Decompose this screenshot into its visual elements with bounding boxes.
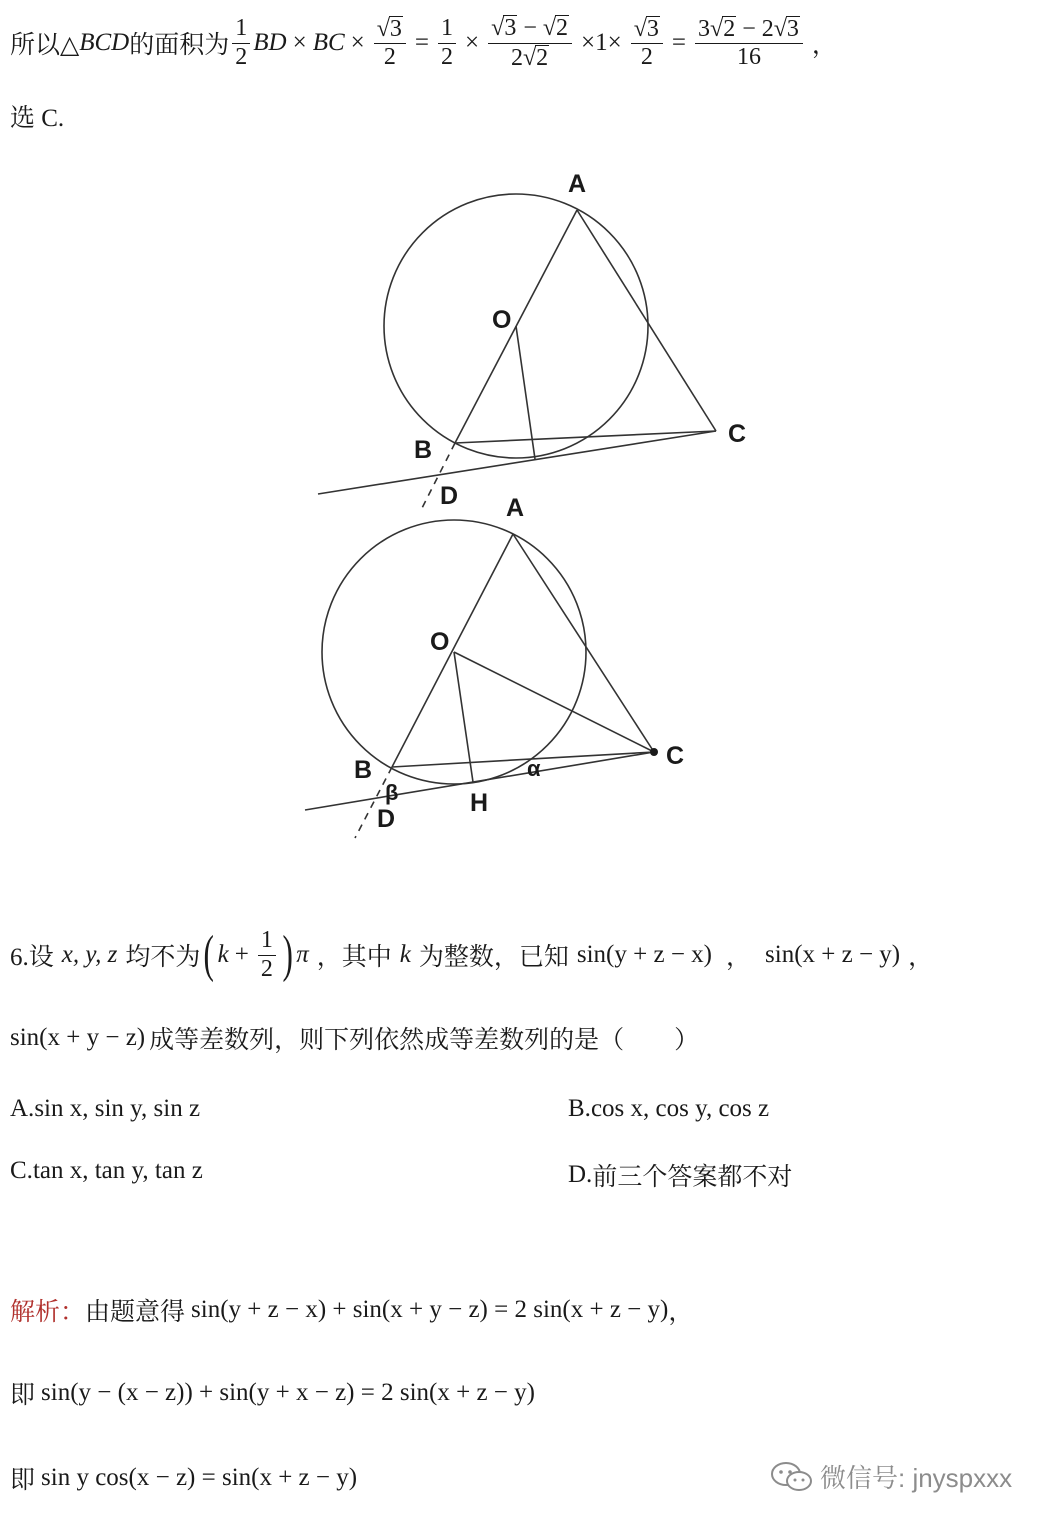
option-a[interactable]: [10, 1095, 200, 1123]
solution-line-1: [10, 1292, 693, 1328]
area-mid: 的面积为: [129, 32, 230, 59]
solution-l2-math: sin(y − (x − z)) + sin(y + x − z) = 2 sin(x + z − y): [41, 1379, 535, 1406]
question-vars: x, y, z: [61, 941, 118, 968]
question-line-2: [10, 1020, 699, 1056]
solution-l1-math: sin(y + z − x) + sin(x + y − z) = 2 sin(x + z − y): [191, 1296, 669, 1323]
question-expr1: sin(y + z − x): [576, 941, 712, 968]
option-a-text: sin x, sin y, sin z: [34, 1095, 201, 1122]
label-beta-2: β: [385, 780, 399, 805]
answer-text: 选 C.: [10, 105, 65, 132]
solution-line-2: [10, 1375, 535, 1411]
option-b-label: B.: [568, 1095, 591, 1122]
segment-ab-2: [392, 534, 513, 767]
label-o-1: O: [492, 306, 512, 334]
label-d-2: D: [377, 805, 396, 833]
figure-2-labels: [354, 494, 684, 833]
solution-l2-prefix: 即: [10, 1382, 36, 1409]
option-a-label: A.: [10, 1095, 35, 1122]
area-end: ，: [811, 32, 837, 59]
label-a-1: A: [568, 170, 587, 198]
area-formula-line: 所以△ BCD 的面积为 $\frac{1}{2}$ BD × BC × √ 3 2 = $\frac{1}{2}$ × √ 3 − √ 2 2 √ 2 ×1× √ 3 2 = 3 √ 2 − 2 √ 3 16 ，: [10, 15, 837, 71]
label-h-2: H: [470, 789, 489, 817]
label-c-2: C: [666, 742, 685, 770]
option-c-label: C.: [10, 1157, 33, 1184]
question-expr2: sin(x + z − y): [765, 941, 901, 968]
figure-1-labels: [414, 170, 746, 510]
label-b-1: B: [414, 436, 433, 464]
option-c-text: tan x, tan y, tan z: [32, 1157, 203, 1184]
option-b[interactable]: [568, 1095, 769, 1123]
question-k: k: [399, 941, 411, 968]
option-d-text: 前三个答案都不对: [592, 1164, 793, 1191]
segment-ac-2: [513, 534, 654, 752]
sqrt3-over-2-b: √ 3 2: [631, 16, 663, 70]
question-where: ，其中: [316, 944, 392, 971]
option-b-text: cos x, cos y, cos z: [590, 1095, 770, 1122]
label-a-2: A: [506, 494, 525, 522]
option-c[interactable]: [10, 1157, 203, 1185]
point-c-2: [650, 748, 658, 756]
half-fraction-2: $\frac{1}{2}$: [438, 16, 456, 69]
solution-l1-end: ，: [668, 1299, 694, 1326]
solution-label: 解析：: [10, 1299, 86, 1326]
watermark: [770, 1458, 1012, 1495]
solution-line-3: [10, 1460, 357, 1496]
option-d-label: D.: [568, 1161, 593, 1188]
half-in-k: $\frac{1}{2}$: [258, 928, 276, 981]
result-fraction: 3 √ 2 − 2 √ 3 16: [695, 16, 803, 70]
sqrt3-over-2: √ 3 2: [374, 16, 406, 70]
question-integer: 为整数，已知: [418, 944, 569, 971]
solution-l1-prefix: 由题意得: [85, 1299, 186, 1326]
question-expr3: sin(x + y − z): [10, 1024, 146, 1051]
label-alpha-2: α: [527, 756, 541, 781]
bd-value-fraction: √ 3 − √ 2 2 √ 2: [488, 15, 572, 70]
label-d-1: D: [440, 482, 459, 510]
segment-ac-1: [577, 210, 716, 431]
option-d[interactable]: [568, 1157, 792, 1193]
bd-term: BD: [253, 29, 287, 56]
area-prefix: 所以△: [10, 32, 80, 59]
half-fraction: $\frac{1}{2}$: [232, 16, 250, 69]
question-number: 6.设: [10, 944, 54, 971]
label-b-2: B: [354, 756, 373, 784]
label-c-1: C: [728, 420, 747, 448]
question-tail: 成等差数列，则下列依然成等差数列的是（ ）: [149, 1027, 700, 1054]
triangle-name: BCD: [79, 29, 130, 56]
wechat-icon: [770, 1459, 814, 1495]
question-not-equal: 均不为: [125, 944, 201, 971]
label-o-2: O: [430, 628, 450, 656]
figure-1: [318, 194, 716, 512]
question-line-1: 6.设 x, y, z 均不为 ( k + $\frac{1}{2}$ ) π ，其中 k 为整数，已知 sin(y + z − x) ， sin(x + z − y) ，: [10, 926, 934, 983]
solution-l3-math: sin y cos(x − z) = sin(x + z − y): [41, 1464, 358, 1491]
solution-l3-prefix: 即: [10, 1467, 36, 1494]
watermark-text: 微信号: jnyspxxx: [820, 1463, 1013, 1493]
